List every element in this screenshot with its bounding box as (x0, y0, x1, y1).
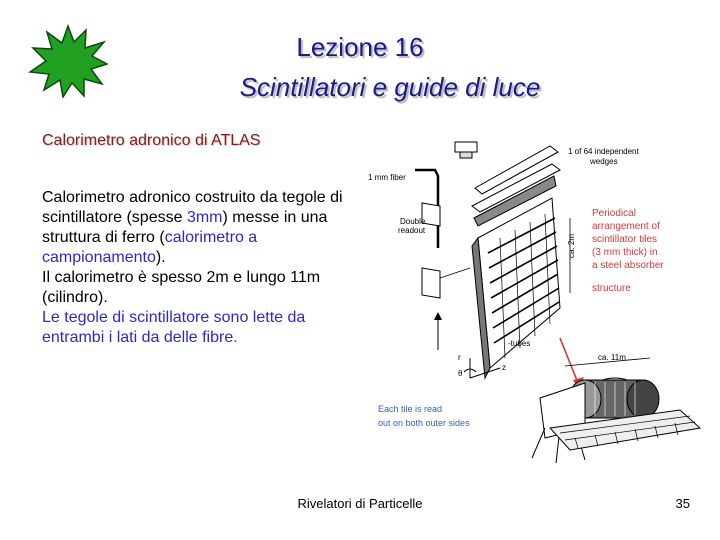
axis-r-label: r (458, 353, 461, 362)
arrangement-label-5: structure (592, 283, 631, 294)
height-label: ca. 2m (567, 233, 576, 258)
green-star-icon (28, 24, 108, 98)
arrangement-label-1: arrangement of (592, 221, 660, 232)
readout-note-2: out on both outer sides (378, 418, 470, 428)
arrangement-label-0: Periodical (592, 208, 636, 219)
paragraph-1 (42, 188, 352, 268)
tubes-label: -tubes (508, 339, 531, 348)
paragraph-3: Le tegole di scintillatore sono lette da entrambi i lati da delle fibre. (42, 309, 306, 346)
readout-label-1: Double (400, 217, 426, 226)
arrangement-label-3: (3 mm thick) in (592, 247, 658, 258)
wedges-label-1: 1 of 64 independent (568, 147, 639, 156)
axis-theta-label: θ (458, 369, 463, 378)
text-span: Calorimetro adronico costruito da tegole di scintillatore (spesse (42, 189, 343, 226)
text-span: ) messe in una struttura di ferro ( (42, 209, 328, 246)
readout-label-2: readout (398, 226, 426, 235)
footer-course-name: Rivelatori di Particelle (297, 496, 423, 511)
fiber-label: 1 mm fiber (368, 173, 406, 182)
text-span: ). (155, 249, 166, 266)
atlas-tile-calorimeter-figure (360, 128, 712, 480)
page-number: 35 (675, 496, 690, 511)
section-heading: Calorimetro adronico di ATLAS (42, 132, 261, 149)
body-text (42, 188, 352, 348)
arrangement-label-2: scintillator tiles (592, 234, 658, 245)
length-label: ca. 11m (598, 353, 626, 362)
thickness-highlight: 3mm (186, 209, 223, 226)
method-highlight: calorimetro a campionamento (42, 229, 258, 266)
readout-note-1: Each tile is read (378, 404, 443, 414)
arrangement-label-4: a steel absorber (592, 260, 664, 271)
wedges-label-2: wedges (590, 157, 618, 166)
module-body (472, 198, 560, 378)
slide-title: Lezione 16 (296, 32, 424, 62)
axis-z-label: z (502, 363, 506, 372)
slide-subtitle-title: Scintillatori e guide di luce (239, 72, 541, 102)
paragraph-2: Il calorimetro è spesso 2m e lungo 11m (cilindro). (42, 269, 321, 306)
